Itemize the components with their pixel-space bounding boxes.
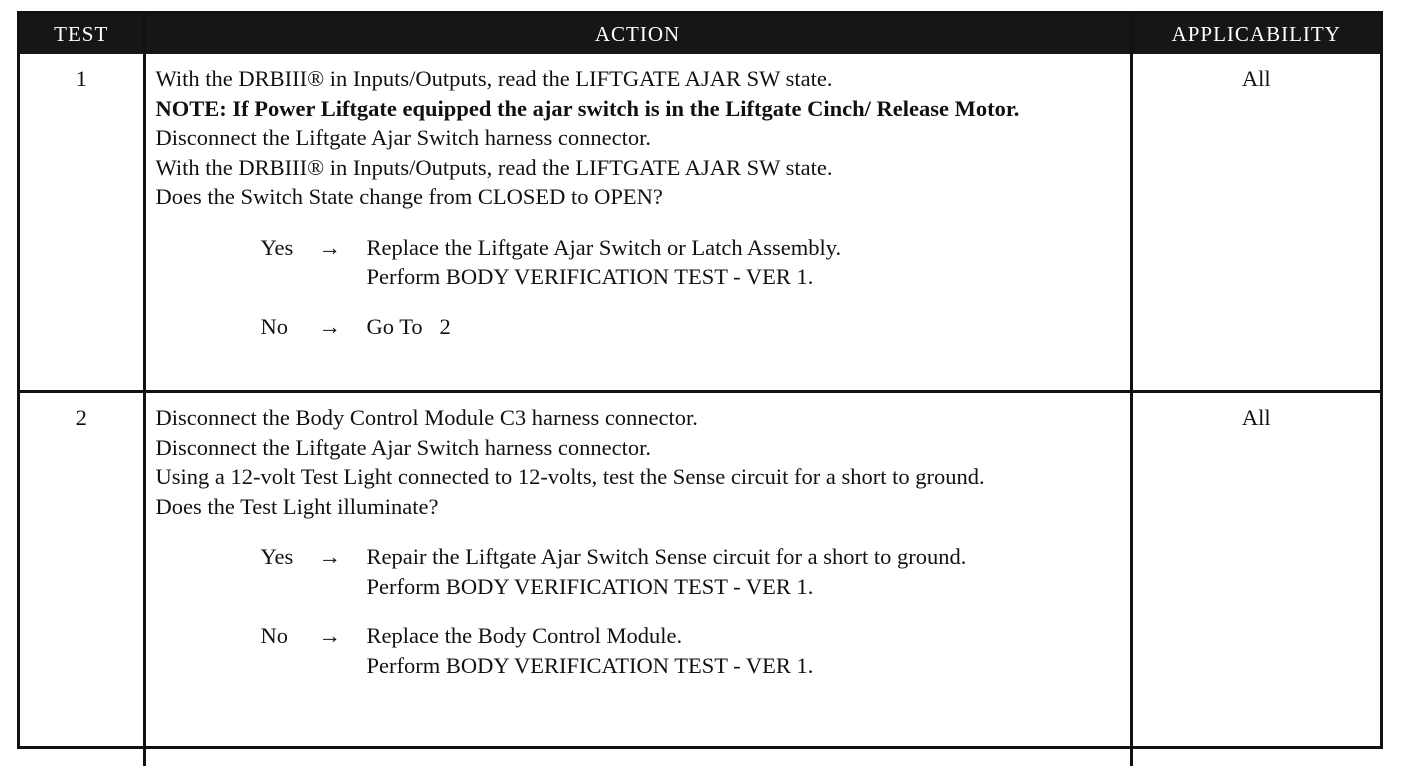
action-note: NOTE: If Power Liftgate equipped the ajar switch is in the Liftgate Cinch/ Release Motor.	[156, 94, 1122, 124]
no-line: Replace the Body Control Module.	[367, 621, 1122, 651]
no-line: Go To 2	[367, 312, 1122, 342]
no-text	[367, 312, 1122, 342]
applicability-value: All	[1131, 54, 1380, 392]
no-line: Perform BODY VERIFICATION TEST - VER 1.	[367, 651, 1122, 681]
no-label: No	[261, 621, 319, 680]
arrow-right-icon: →	[319, 312, 367, 342]
test-table	[20, 14, 1380, 766]
arrow-right-icon: →	[319, 233, 367, 292]
outcome-yes	[261, 542, 1122, 601]
action-cell	[144, 392, 1131, 766]
header-applicability: APPLICABILITY	[1131, 14, 1380, 54]
test-number: 1	[20, 54, 144, 392]
yes-label: Yes	[261, 542, 319, 601]
action-question: Does the Switch State change from CLOSED to OPEN?	[156, 182, 1122, 212]
outcome-no	[261, 312, 1122, 342]
header-row	[20, 14, 1380, 54]
table-row	[20, 54, 1380, 392]
arrow-right-icon: →	[319, 542, 367, 601]
action-step: Disconnect the Liftgate Ajar Switch harness connector.	[156, 123, 1122, 153]
action-step: Disconnect the Liftgate Ajar Switch harness connector.	[156, 433, 1122, 463]
yes-text	[367, 542, 1122, 601]
outcome-yes	[261, 233, 1122, 292]
no-label: No	[261, 312, 319, 342]
header-action: ACTION	[144, 14, 1131, 54]
action-step: Disconnect the Body Control Module C3 harness connector.	[156, 403, 1122, 433]
action-step: With the DRBIII® in Inputs/Outputs, read the LIFTGATE AJAR SW state.	[156, 153, 1122, 183]
diagnostic-test-table	[17, 11, 1383, 749]
yes-line: Replace the Liftgate Ajar Switch or Latch Assembly.	[367, 233, 1122, 263]
action-cell	[144, 54, 1131, 392]
header-test: TEST	[20, 14, 144, 54]
yes-label: Yes	[261, 233, 319, 292]
arrow-right-icon: →	[319, 621, 367, 680]
no-text	[367, 621, 1122, 680]
action-question: Does the Test Light illuminate?	[156, 492, 1122, 522]
action-step: Using a 12-volt Test Light connected to 12-volts, test the Sense circuit for a short to ground.	[156, 462, 1122, 492]
yes-line: Perform BODY VERIFICATION TEST - VER 1.	[367, 572, 1122, 602]
applicability-value: All	[1131, 392, 1380, 766]
action-step: With the DRBIII® in Inputs/Outputs, read the LIFTGATE AJAR SW state.	[156, 64, 1122, 94]
yes-line: Perform BODY VERIFICATION TEST - VER 1.	[367, 262, 1122, 292]
yes-text	[367, 233, 1122, 292]
table-row	[20, 392, 1380, 766]
test-number: 2	[20, 392, 144, 766]
outcome-no	[261, 621, 1122, 680]
yes-line: Repair the Liftgate Ajar Switch Sense circuit for a short to ground.	[367, 542, 1122, 572]
